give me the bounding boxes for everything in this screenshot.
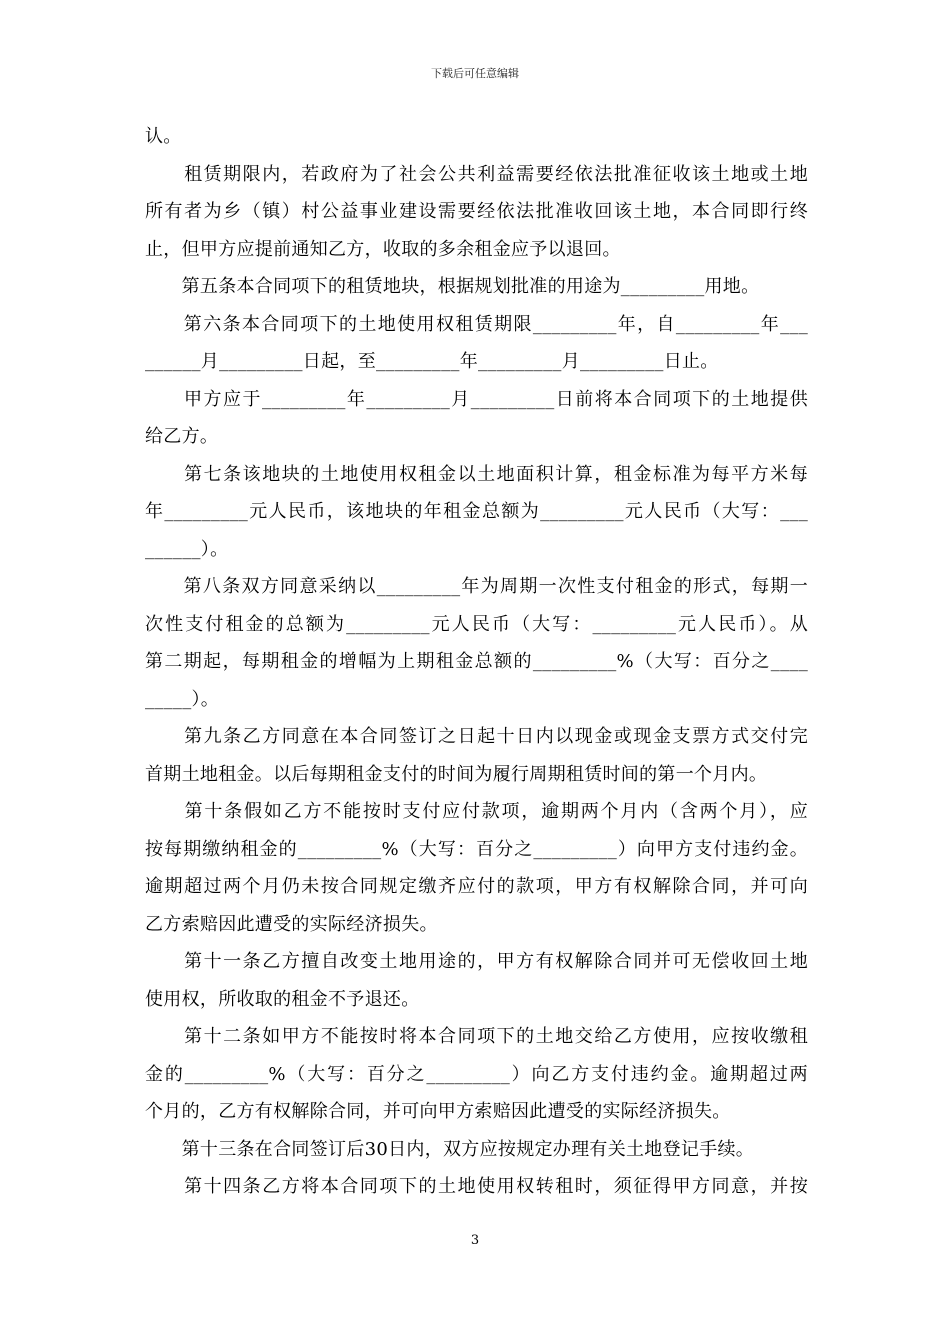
text-line: 第七条该地块的土地使用权租金以土地面积计算，租金标准为每平方米每: [145, 463, 808, 485]
text-line: 首期土地租金。以后每期租金支付的时间为履行周期租赁时间的第一个月内。: [145, 763, 768, 785]
text-line: 年_________元人民币，该地块的年租金总额为_________元人民币（大写：___: [145, 501, 808, 522]
text-line: 租赁期限内，若政府为了社会公共利益需要经依法批准征收该土地或土地: [145, 163, 808, 185]
text-line: 按每期缴纳租金的_________%（大写：百分之_________）向甲方支付违约金。: [145, 838, 808, 860]
text-line: ______月_________日起，至_________年_________月_________日止。: [145, 351, 719, 372]
text-line: ______）。: [145, 538, 229, 560]
text-line: 个月的，乙方有权解除合同，并可向甲方索赔因此遭受的实际经济损失。: [145, 1101, 731, 1122]
text-line: 第十条假如乙方不能按时支付应付款项，逾期两个月内（含两个月），应: [145, 801, 808, 822]
text-line: 第十四条乙方将本合同项下的土地使用权转租时，须征得甲方同意，并按: [145, 1176, 808, 1197]
text-line: 次性支付租金的总额为_________元人民币（大写：_________元人民币）。从: [145, 613, 808, 635]
text-line: 第十二条如甲方不能按时将本合同项下的土地交给乙方使用，应按收缴租: [145, 1026, 808, 1047]
text-line: 第五条本合同项下的租赁地块，根据规划批准的用途为_________用地。: [145, 276, 760, 297]
document-body: [145, 118, 808, 1206]
text-line: 所有者为乡（镇）村公益事业建设需要经依法批准收回该土地，本合同即行终: [145, 201, 808, 222]
text-line: 认。: [145, 126, 182, 147]
text-line: _____）。: [145, 688, 220, 710]
text-line: 使用权，所收取的租金不予退还。: [145, 988, 420, 1010]
text-line: 止，但甲方应提前通知乙方，收取的多余租金应予以退回。: [145, 238, 621, 260]
text-line: 第九条乙方同意在本合同签订之日起十日内以现金或现金支票方式交付完: [145, 726, 808, 747]
text-line: 乙方索赔因此遭受的实际经济损失。: [145, 913, 438, 935]
text-line: 金的_________%（大写：百分之_________）向乙方支付违约金。逾期超过两: [145, 1063, 808, 1085]
text-line: 甲方应于_________年_________月_________日前将本合同项下的土地提供: [145, 388, 808, 410]
text-line: 第十一条乙方擅自改变土地用途的，甲方有权解除合同并可无偿收回土地: [145, 951, 808, 972]
page-number: 3: [470, 1233, 480, 1248]
text-line: 给乙方。: [145, 426, 219, 447]
text-line: 第八条双方同意采纳以_________年为周期一次性支付租金的形式，每期一: [145, 576, 808, 597]
text-line: 逾期超过两个月仍未按合同规定缴齐应付的款项，甲方有权解除合同，并可向: [145, 876, 808, 897]
text-line: 第二期起，每期租金的增幅为上期租金总额的_________%（大写：百分之____: [145, 651, 808, 672]
text-line: 第十三条在合同签订后30日内，双方应按规定办理有关土地登记手续。: [145, 1138, 755, 1160]
page-header: 下载后可任意编辑: [431, 67, 519, 80]
text-line: 第六条本合同项下的土地使用权租赁期限_________年，自_________年___: [145, 313, 808, 335]
